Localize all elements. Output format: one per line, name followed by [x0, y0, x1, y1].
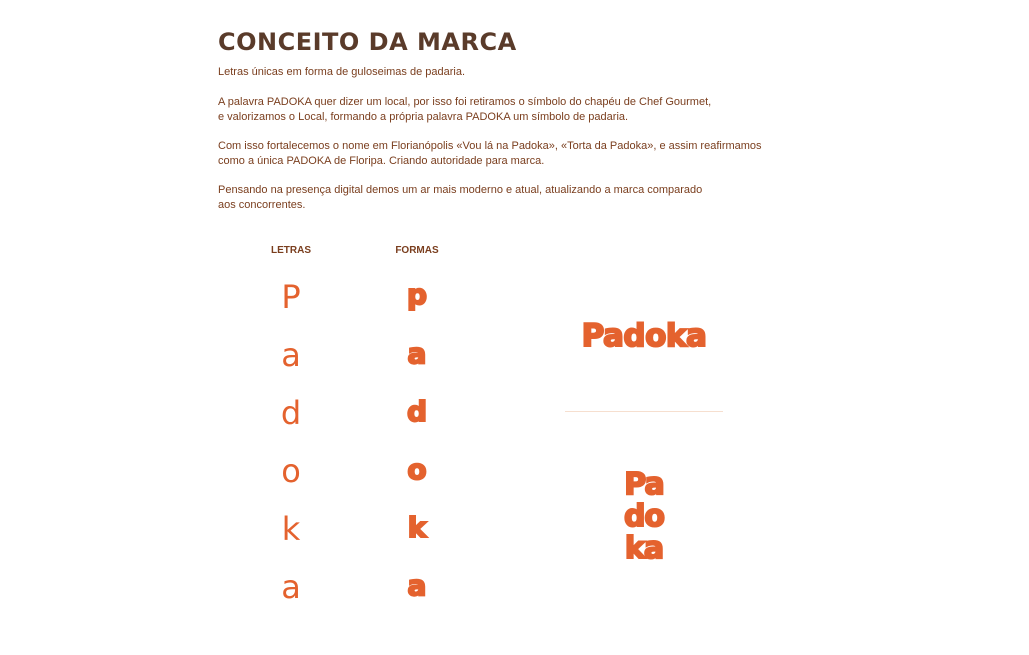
letras-letter-a: a [281, 336, 301, 374]
paragraph-line: como a única PADOKA de Floripa. Criando autoridade para marca. [218, 155, 545, 167]
logo-stacked-line: Pa [624, 467, 664, 502]
letras-letter-k: k [281, 510, 301, 548]
formas-letter-d: d [406, 395, 428, 428]
paragraph-padoka-meaning [218, 95, 711, 125]
formas-letter-k: k [407, 511, 427, 544]
paragraph-line: Letras únicas em forma de guloseimas de padaria. [218, 66, 466, 78]
logo-horizontal: Padoka [581, 318, 707, 354]
letras-letter-o: o [281, 452, 301, 490]
logo-divider [565, 411, 723, 412]
paragraph-intro [218, 65, 465, 80]
formas-heading: FORMAS [395, 245, 439, 256]
logo-stacked-line: do [623, 499, 665, 534]
letras-letter-d: d [280, 394, 302, 432]
formas-letter-a: a [407, 337, 427, 370]
formas-letter-a2: a [407, 569, 427, 602]
page-title: CONCEITO DA MARCA [218, 28, 517, 56]
letras-letter-p: P [281, 278, 301, 316]
letras-heading: LETRAS [271, 245, 311, 256]
paragraph-digital [218, 183, 702, 213]
paragraph-florianopolis [218, 139, 762, 169]
formas-letter-p: p [406, 278, 428, 311]
paragraph-line: Com isso fortalecemos o nome em Florianópolis «Vou lá na Padoka», «Torta da Padoka», e assim reafirmamos [218, 140, 762, 152]
formas-letter-o: o [407, 453, 427, 486]
paragraph-line: Pensando na presença digital demos um ar mais moderno e atual, atualizando a marca comparado [218, 184, 703, 196]
paragraph-line: e valorizamos o Local, formando a própria palavra PADOKA um símbolo de padaria. [218, 111, 629, 123]
letras-letter-a2: a [281, 568, 301, 606]
paragraph-line: aos concorrentes. [218, 199, 306, 211]
paragraph-line: A palavra PADOKA quer dizer um local, por isso foi retiramos o símbolo do chapéu de Chef Gourmet, [218, 96, 712, 108]
logo-stacked-line: ka [624, 531, 664, 566]
